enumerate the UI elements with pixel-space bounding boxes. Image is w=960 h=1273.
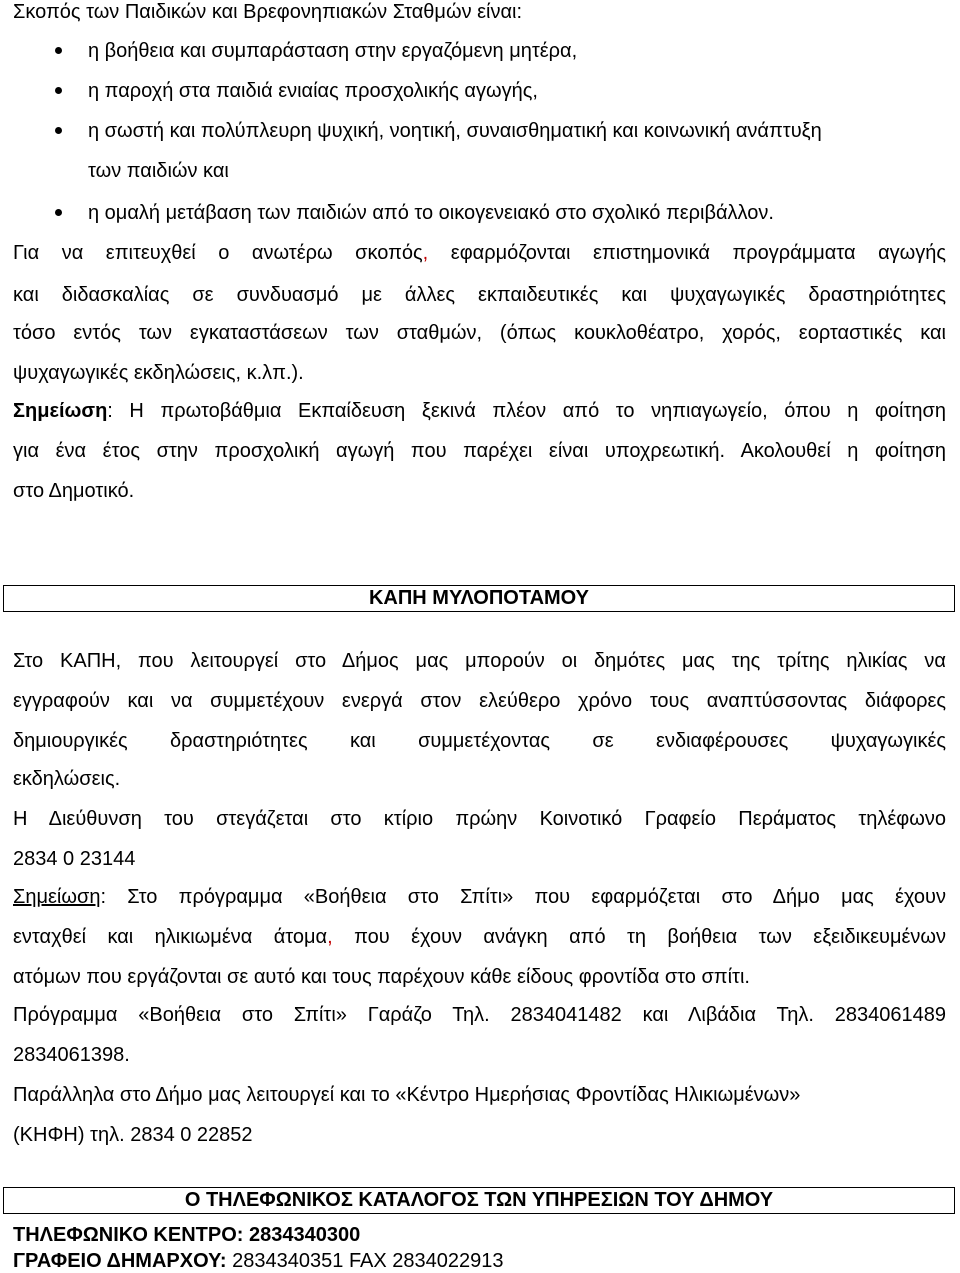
- bullet-item: η ομαλή μετάβαση των παιδιών από το οικογενειακό στο σχολικό περιβάλλον.: [88, 202, 774, 224]
- note-line: στο Δημοτικό.: [13, 480, 135, 502]
- kapi-note-line: [13, 885, 946, 909]
- mayor-office-value: 2834340351 FAX 2834022913: [226, 1250, 504, 1272]
- kapi-paragraph-line: εγγραφούν και να συμμετέχουν ενεργά στον ελεύθερο χρόνο τους αναπτύσσοντας διάφορες: [13, 690, 946, 712]
- nursery-intro: Σκοπός των Παιδικών και Βρεφονηπιακών Σταθμών είναι:: [13, 1, 523, 23]
- program-line: Πρόγραμμα «Βοήθεια στο Σπίτι» Γαράζο Τηλ. 2834041482 και Λιβάδια Τηλ. 2834061489: [13, 1004, 946, 1026]
- note-text: : Η πρωτοβάθμια Εκπαίδευση ξεκινά πλέον από το νηπιαγωγείο, όπου η φοίτηση: [107, 400, 946, 422]
- bullet-dot: [55, 209, 62, 216]
- kapi-address: Η Διεύθυνση του στεγάζεται στο κτίριο πρώην Κοινοτικό Γραφείο Περάματος τηλέφωνο: [13, 808, 946, 830]
- highlighted-comma: ,: [327, 926, 333, 948]
- paragraph-text: Για να επιτευχθεί ο ανωτέρω σκοπός: [13, 242, 423, 264]
- highlighted-comma: ,: [422, 242, 429, 264]
- switchboard-value: 2834340300: [243, 1224, 361, 1246]
- kapi-note-line: ατόμων που εργάζονται σε αυτό και τους παρέχουν κάθε είδους φροντίδα στο σπίτι.: [13, 966, 750, 988]
- bullet-item: η σωστή και πολύπλευρη ψυχική, νοητική, συναισθηματική και κοινωνική ανάπτυξη: [88, 120, 822, 142]
- note-text: : Στο πρόγραμμα «Βοήθεια στο Σπίτι» που εφαρμόζεται στο Δήμο μας έχουν: [100, 886, 946, 908]
- bullet-dot: [55, 127, 62, 134]
- kapi-phone: 2834 0 23144: [13, 848, 136, 870]
- kapi-heading: ΚΑΠΗ ΜΥΛΟΠΟΤΑΜΟΥ: [3, 585, 955, 612]
- paragraph-line: [13, 241, 946, 265]
- note-line: [13, 399, 946, 423]
- khfh-line: Παράλληλα στο Δήμο μας λειτουργεί και το «Κέντρο Ημερήσιας Φροντίδας Ηλικιωμένων»: [13, 1084, 801, 1106]
- kapi-paragraph-line: εκδηλώσεις.: [13, 768, 121, 790]
- mayor-office-label: ΓΡΑΦΕΙΟ ΔΗΜΑΡΧΟΥ:: [13, 1250, 227, 1272]
- note-text: που έχουν ανάγκη από τη βοήθεια των εξειδικευμένων: [332, 926, 947, 948]
- note-label: Σημείωση: [13, 400, 108, 422]
- note-text: ενταχθεί και ηλικιωμένα άτομα: [13, 926, 328, 948]
- mayor-office-line: [13, 1249, 504, 1273]
- program-line: 2834061398.: [13, 1044, 130, 1066]
- bullet-item-continued: των παιδιών και: [88, 160, 229, 182]
- kapi-paragraph-line: δημιουργικές δραστηριότητες και συμμετέχοντας σε ενδιαφέρουσες ψυχαγωγικές: [13, 730, 946, 752]
- bullet-dot: [55, 87, 62, 94]
- bullet-dot: [55, 47, 62, 54]
- paragraph-line: ψυχαγωγικές εκδηλώσεις, κ.λπ.).: [13, 362, 304, 384]
- paragraph-line: τόσο εντός των εγκαταστάσεων των σταθμών, (όπως κουκλοθέατρο, χορός, εορταστικές και: [13, 322, 946, 344]
- note-line: για ένα έτος στην προσχολική αγωγή που παρέχει είναι υποχρεωτική. Ακολουθεί η φοίτηση: [13, 440, 946, 462]
- paragraph-line: και διδασκαλίας σε συνδυασμό με άλλες εκπαιδευτικές και ψυχαγωγικές δραστηριότητες: [13, 284, 946, 306]
- bullet-item: η βοήθεια και συμπαράσταση στην εργαζόμενη μητέρα,: [88, 40, 578, 62]
- khfh-line: (ΚΗΦΗ) τηλ. 2834 0 22852: [13, 1124, 253, 1146]
- directory-heading: Ο ΤΗΛΕΦΩΝΙΚΟΣ ΚΑΤΑΛΟΓΟΣ ΤΩΝ ΥΠΗΡΕΣΙΩΝ ΤΟΥ ΔΗΜΟΥ: [3, 1187, 955, 1214]
- kapi-note-line: [13, 925, 946, 949]
- paragraph-text: εφαρμόζονται επιστημονικά προγράμματα αγωγής: [428, 242, 947, 264]
- switchboard-label: ΤΗΛΕΦΩΝΙΚΟ ΚΕΝΤΡΟ:: [13, 1224, 244, 1246]
- bullet-item: η παροχή στα παιδιά ενιαίας προσχολικής αγωγής,: [88, 80, 538, 102]
- kapi-paragraph-line: Στο ΚΑΠΗ, που λειτουργεί στο Δήμος μας μπορούν οι δημότες μας της τρίτης ηλικίας να: [13, 650, 946, 672]
- switchboard-line: [13, 1223, 360, 1247]
- note-label: Σημείωση: [13, 886, 101, 908]
